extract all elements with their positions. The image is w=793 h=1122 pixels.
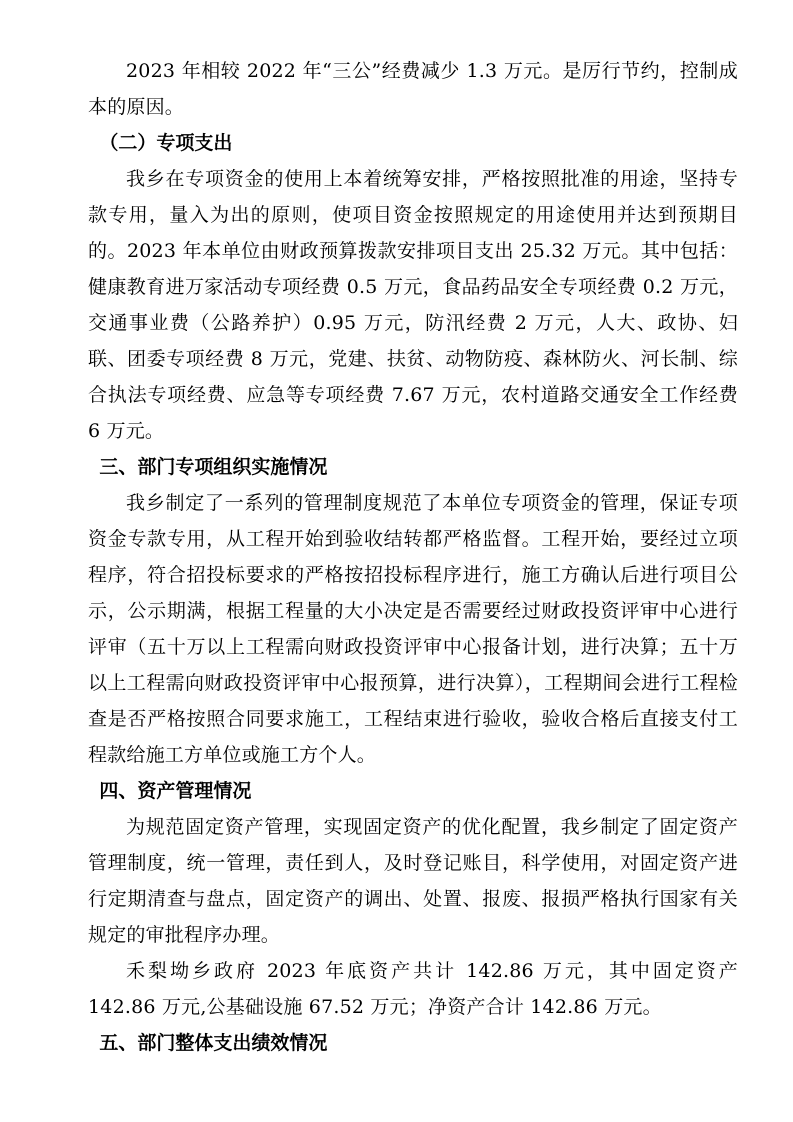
paragraph-section-4-asset-totals: 禾梨坳乡政府 2023 年底资产共计 142.86 万元，其中固定资产 142.86 万元,公基础设施 67.52 万元；净资产合计 142.86 万元。 — [88, 960, 738, 1018]
heading-section-5: 五、部门整体支出绩效情况 — [99, 1032, 328, 1054]
paragraph-section-4-asset-management: 为规范固定资产管理，实现固定资产的优化配置，我乡制定了固定资产管理制度，统一管理，责任到人，及时登记账目，科学使用，对固定资产进行定期清查与盘点，固定资产的调出、处置、报废、报损严格执行国家有关规定的审批程序办理。 — [88, 816, 738, 946]
heading-special-expenditure: （二）专项支出 — [99, 132, 233, 154]
heading-section-4: 四、资产管理情况 — [99, 780, 252, 802]
heading-section-3: 三、部门专项组织实施情况 — [99, 456, 328, 478]
paragraph-section-3: 我乡制定了一系列的管理制度规范了本单位专项资金的管理，保证专项资金专款专用，从工程开始到验收结转都严格监督。工程开始，要经过立项程序，符合招投标要求的严格按招投标程序进行，施工方确认后进行项目公示，公示期满，根据工程量的大小决定是否需要经过财政投资评审中心进行评审（五十万以上工程需向财政投资评审中心报备计划，进行决算；五十万以上工程需向财政投资评审中心报预算，进行决算），工程期间会进行工程检查是否严格按照合同要求施工，工程结束进行验收，验收合格后直接支付工程款给施工方单位或施工方个人。 — [88, 492, 738, 766]
document-page — [88, 53, 738, 1061]
paragraph-sangong-conclusion: 2023 年相较 2022 年“三公”经费减少 1.3 万元。是厉行节约，控制成本的原因。 — [88, 60, 738, 118]
paragraph-special-expenditure: 我乡在专项资金的使用上本着统筹安排，严格按照批准的用途，坚持专款专用，量入为出的原则，使项目资金按照规定的用途使用并达到预期目的。2023 年本单位由财政预算拨款安排项目支出 25.32 万元。其中包括：健康教育进万家活动专项经费 0.5 万元，食品药品安全专项经费 0.2 万元，交通事业费（公路养护）0.95 万元，防汛经费 2 万元，人大、政协、妇联、团委专项经费 8 万元，党建、扶贫、动物防疫、森林防火、河长制、综合执法专项经费、应急等专项经费 7.67 万元，农村道路交通安全工作经费 6 万元。 — [88, 168, 738, 442]
